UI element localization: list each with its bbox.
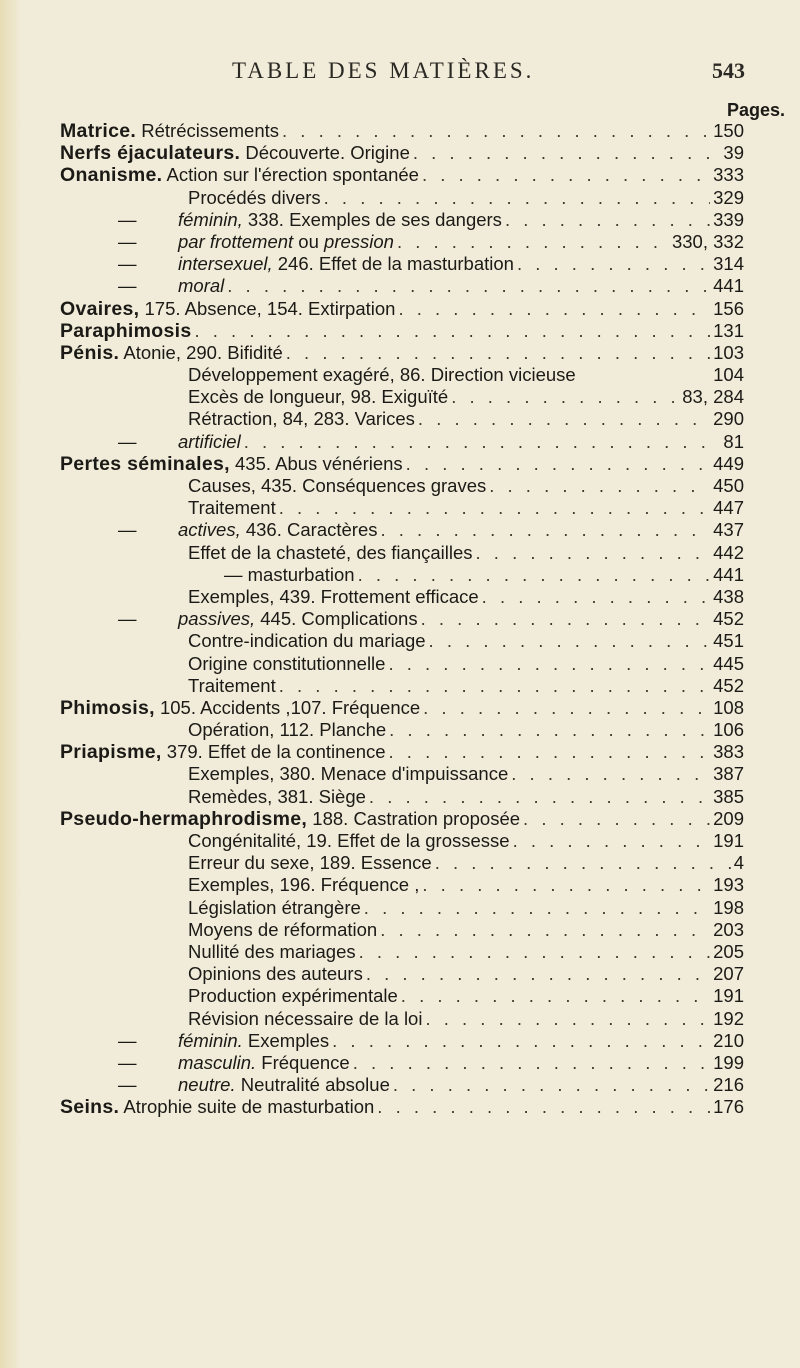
toc-entry [60, 697, 744, 719]
entry-text [60, 697, 420, 719]
dot-leader [505, 209, 710, 231]
entry-description: 175. Absence, 154. Extirpation [139, 297, 396, 319]
entry-text [60, 453, 403, 475]
entry-text [114, 519, 377, 541]
dot-leader [366, 963, 710, 985]
entry-page-number: 176 [713, 1096, 744, 1118]
entry-dash: — [118, 208, 137, 230]
toc-entry [60, 830, 744, 852]
entry-description: Action sur l'érection spontanée [162, 164, 419, 186]
entry-heading: Pseudo-hermaphrodisme, [60, 807, 308, 830]
toc-entry [60, 808, 744, 830]
toc-entry [60, 231, 744, 253]
entry-subheading: moral [178, 275, 225, 297]
entry-description: 379. Effet de la continence [161, 741, 386, 763]
page-number: 543 [712, 58, 745, 83]
entry-text [188, 630, 426, 652]
entry-text [188, 187, 321, 209]
entry-page-number: 445 [713, 652, 744, 674]
entry-dash: — [118, 1051, 137, 1073]
dot-leader [401, 985, 710, 1007]
entry-heading: Nerfs éjaculateurs. [60, 142, 241, 165]
entry-description: Développement exagéré, 86. Direction vicieuse [188, 364, 576, 386]
entry-text [188, 386, 448, 408]
entry-page-number: 330, 332 [671, 230, 744, 252]
entry-description: Rétrécissements [136, 120, 280, 141]
entry-subheading: pression [324, 230, 394, 252]
entry-subheading: par frottement [178, 230, 294, 252]
toc-entry [60, 941, 744, 963]
entry-text [114, 231, 394, 253]
entry-subheading: passives, [178, 608, 256, 630]
entry-dash: — [118, 519, 137, 541]
dot-leader [418, 408, 710, 430]
entry-page-number: 131 [713, 319, 744, 341]
entry-page-number: 156 [713, 297, 744, 319]
entry-dash: — [118, 275, 137, 297]
entry-text [188, 675, 276, 697]
entry-text [114, 608, 418, 630]
entry-text [114, 1052, 350, 1074]
entry-text [114, 431, 241, 453]
entry-heading: Pénis. [60, 341, 120, 364]
dot-leader [511, 763, 710, 785]
toc-entry [60, 653, 744, 675]
entry-text [60, 164, 419, 186]
toc-entry [60, 763, 744, 785]
dot-leader [324, 187, 710, 209]
pages-column-label: Pages. [727, 100, 786, 120]
entry-text [188, 586, 479, 608]
entry-description: Erreur du sexe, 189. Essence [188, 852, 432, 874]
toc-entry [60, 564, 744, 586]
entry-description: 338. Exemples de ses dangers [242, 208, 502, 230]
entry-page-number: 191 [713, 985, 744, 1007]
dot-leader [425, 1008, 710, 1030]
entry-subheading: actives, [178, 519, 241, 541]
page-edge [0, 0, 22, 1368]
toc-entry [60, 719, 744, 741]
entry-description: 246. Effet de la masturbation [272, 253, 514, 275]
dot-leader [194, 320, 710, 342]
toc-entry [60, 431, 744, 453]
entry-heading: Paraphimosis [60, 319, 192, 342]
entry-page-number: 387 [713, 763, 744, 785]
entry-page-number: 39 [723, 142, 744, 164]
dot-leader [359, 941, 711, 963]
dot-leader [279, 675, 710, 697]
entry-description: Causes, 435. Conséquences graves [188, 475, 487, 496]
entry-subheading: artificiel [178, 430, 241, 452]
entry-page-number: 103 [713, 341, 744, 363]
entry-text [188, 1008, 422, 1030]
entry-page-number: 452 [713, 608, 744, 630]
entry-page-number: 290 [713, 408, 744, 430]
entry-description: Législation étrangère [188, 896, 361, 918]
dot-leader [482, 586, 710, 608]
entry-description: Traitement [188, 497, 276, 519]
dot-leader [421, 608, 711, 630]
entry-description: Révision nécessaire de la loi [188, 1007, 423, 1029]
page-title: TABLE DES MATIÈRES. [232, 58, 535, 83]
toc-entry [60, 542, 744, 564]
dot-leader [489, 475, 710, 497]
entry-page-number: 449 [713, 452, 744, 474]
dot-leader [389, 741, 711, 763]
entry-page-number: 441 [713, 275, 744, 297]
entry-description: Traitement [188, 674, 276, 696]
dot-leader [398, 298, 710, 320]
toc-entry [60, 298, 744, 320]
entry-page-number: 104 [713, 364, 744, 386]
entry-page-number: 4 [733, 852, 744, 874]
toc-entry [60, 386, 744, 408]
toc-entry [60, 586, 744, 608]
entry-description: ou [293, 230, 325, 252]
toc-entry [60, 630, 744, 652]
entry-page-number: 193 [713, 874, 744, 896]
toc-entry [60, 253, 744, 275]
entry-text [188, 919, 377, 941]
entry-page-number: 329 [713, 186, 744, 208]
dot-leader [380, 519, 710, 541]
entry-description: Opération, 112. Planche [188, 719, 387, 741]
entry-description: Excès de longueur, 98. Exiguïté [188, 386, 449, 408]
dot-leader [429, 630, 711, 652]
entry-text [114, 1074, 390, 1096]
entry-description: Congénitalité, 19. Effet de la grossesse [188, 830, 510, 851]
entry-text [188, 874, 419, 896]
entry-description: Exemples, 439. Frottement efficace [188, 585, 479, 607]
toc-entry [60, 985, 744, 1007]
entry-description: Découverte. Origine [240, 142, 410, 164]
dot-leader [451, 386, 679, 408]
entry-page-number: 205 [713, 940, 744, 962]
dot-leader [369, 786, 710, 808]
entry-page-number: 83, 284 [682, 386, 744, 408]
entry-description: Rétraction, 84, 283. Varices [188, 408, 415, 430]
entry-text [188, 963, 363, 985]
entry-description: Effet de la chasteté, des fiançailles [188, 541, 473, 563]
dot-leader [435, 852, 731, 874]
dot-leader [380, 919, 710, 941]
toc-entry [60, 1096, 744, 1118]
entry-page-number: 450 [713, 475, 744, 496]
entry-description: Exemples, 380. Menace d'impuissance [188, 763, 509, 785]
entry-description: 188. Castration proposée [307, 807, 521, 829]
toc-entry [60, 741, 744, 763]
toc-entry [60, 120, 744, 142]
entry-page-number: 150 [713, 120, 744, 141]
entry-page-number: 333 [713, 164, 744, 186]
entry-description: Exemples, 196. Fréquence , [188, 874, 420, 896]
dot-leader [244, 431, 721, 453]
toc-entry [60, 320, 744, 342]
entry-subheading: féminin. [178, 1029, 243, 1051]
dot-leader [388, 653, 710, 675]
toc-entry [60, 408, 744, 430]
entry-text [188, 719, 386, 741]
entry-text [114, 209, 502, 231]
dot-leader [517, 253, 710, 275]
dot-leader [353, 1052, 710, 1074]
entry-text [188, 653, 385, 675]
toc-entries [60, 120, 744, 1118]
dot-leader [286, 342, 710, 364]
entry-dash: — [118, 1029, 137, 1051]
entry-description: Fréquence [256, 1051, 350, 1073]
dot-leader [332, 1030, 710, 1052]
entry-text [188, 763, 508, 785]
entry-heading: Ovaires, [60, 297, 140, 320]
entry-heading: Phimosis, [60, 696, 155, 719]
entry-text [188, 852, 432, 874]
entry-description: Moyens de réformation [188, 918, 378, 940]
entry-text [188, 985, 398, 1007]
entry-dash: — [118, 608, 137, 630]
entry-page-number: 207 [713, 963, 744, 985]
entry-page-number: 203 [713, 918, 744, 940]
entry-dash: — [118, 1074, 137, 1096]
toc-entry [60, 675, 744, 697]
entry-text [188, 497, 276, 519]
entry-dash: — [118, 230, 137, 252]
entry-subheading: neutre. [178, 1074, 236, 1096]
entry-page-number: 216 [713, 1074, 744, 1096]
toc-entry [60, 187, 744, 209]
toc-entry [60, 519, 744, 541]
toc-entry [60, 475, 744, 497]
dot-leader [393, 1074, 710, 1096]
toc-entry [60, 364, 744, 386]
entry-page-number: 441 [713, 563, 744, 585]
entry-text [188, 408, 415, 430]
entry-heading: Matrice. [60, 120, 137, 142]
entry-text [60, 120, 279, 142]
entry-text [188, 475, 486, 497]
entry-text [60, 320, 191, 342]
dot-leader [377, 1096, 710, 1118]
entry-dash: — [118, 430, 137, 452]
entry-description: 105. Accidents ,107. Fréquence [154, 696, 421, 718]
entry-description: 435. Abus vénériens [229, 452, 403, 474]
entry-text [60, 1096, 374, 1118]
toc-entry [60, 786, 744, 808]
dot-leader [422, 164, 710, 186]
entry-description: Exemples [242, 1029, 330, 1051]
entry-heading: Priapisme, [60, 741, 162, 764]
toc-entry [60, 453, 744, 475]
entry-page-number: 447 [713, 497, 744, 519]
entry-page-number: 210 [713, 1029, 744, 1051]
toc-entry [60, 342, 744, 364]
toc-entry [60, 209, 744, 231]
dot-leader [227, 275, 710, 297]
entry-subheading: intersexuel, [178, 253, 273, 275]
toc-entry [60, 897, 744, 919]
entry-page-number: 385 [713, 785, 744, 807]
entry-page-number: 438 [713, 585, 744, 607]
entry-description: Procédés divers [188, 186, 321, 208]
entry-text [188, 786, 366, 808]
toc-entry [60, 164, 744, 186]
entry-description: Remèdes, 381. Siège [188, 785, 366, 807]
entry-heading: Pertes séminales, [60, 452, 230, 475]
dot-leader [282, 120, 710, 142]
entry-page-number: 199 [713, 1051, 744, 1073]
entry-description: Atonie, 290. Bifidité [119, 341, 283, 363]
entry-text [60, 142, 410, 164]
toc-entry [60, 1074, 744, 1096]
toc-entry [60, 608, 744, 630]
dot-leader [513, 830, 711, 852]
entry-description: Neutralité absolue [235, 1074, 390, 1096]
entry-description: Nullité des mariages [188, 940, 356, 962]
entry-page-number: 452 [713, 674, 744, 696]
toc-entry [60, 275, 744, 297]
entry-description: 436. Caractères [240, 519, 378, 541]
toc-entry [60, 874, 744, 896]
entry-text [114, 253, 514, 275]
toc-entry [60, 963, 744, 985]
entry-description: Production expérimentale [188, 985, 398, 1007]
entry-description: 445. Complications [255, 608, 418, 630]
entry-page-number: 198 [713, 896, 744, 918]
entry-subheading: féminin, [178, 208, 243, 230]
entry-heading: Onanisme. [60, 164, 163, 187]
entry-text [188, 830, 510, 852]
entry-description: Opinions des auteurs [188, 963, 363, 985]
entry-text [60, 298, 395, 320]
entry-page-number: 437 [713, 519, 744, 541]
entry-page-number: 383 [713, 741, 744, 763]
entry-page-number: 314 [713, 253, 744, 275]
entry-text [60, 741, 386, 763]
toc-entry [60, 919, 744, 941]
dot-leader [523, 808, 710, 830]
entry-page-number: 339 [713, 208, 744, 230]
entry-text [60, 808, 520, 830]
entry-text [188, 897, 361, 919]
entry-text [224, 564, 355, 586]
toc-entry [60, 1052, 744, 1074]
dot-leader [358, 564, 711, 586]
entry-page-number: 192 [713, 1007, 744, 1029]
entry-page-number: 106 [713, 719, 744, 741]
entry-description: Origine constitutionnelle [188, 652, 386, 674]
dot-leader [406, 453, 710, 475]
entry-description: — masturbation [224, 563, 355, 585]
entry-text [188, 364, 576, 386]
entry-page-number: 442 [713, 541, 744, 563]
entry-text [60, 342, 283, 364]
dot-leader [364, 897, 710, 919]
dot-leader [422, 874, 710, 896]
page-header [0, 58, 800, 88]
dot-leader [389, 719, 710, 741]
dot-leader [423, 697, 710, 719]
entry-page-number: 191 [713, 830, 744, 851]
entry-text [114, 275, 224, 297]
toc-entry [60, 497, 744, 519]
entry-page-number: 451 [713, 630, 744, 652]
entry-dash: — [118, 253, 137, 275]
entry-description: Contre-indication du mariage [188, 630, 426, 652]
dot-leader [279, 497, 710, 519]
dot-leader [476, 542, 711, 564]
toc-entry [60, 1008, 744, 1030]
toc-entry [60, 142, 744, 164]
dot-leader [413, 142, 721, 164]
entry-heading: Seins. [60, 1096, 120, 1119]
entry-page-number: 108 [713, 696, 744, 718]
entry-page-number: 209 [713, 807, 744, 829]
entry-page-number: 81 [723, 430, 744, 452]
entry-text [114, 1030, 329, 1052]
entry-subheading: masculin. [178, 1051, 257, 1073]
entry-text [188, 542, 473, 564]
entry-description: Atrophie suite de masturbation [119, 1096, 375, 1118]
toc-entry [60, 1030, 744, 1052]
toc-entry [60, 852, 744, 874]
entry-text [188, 941, 356, 963]
dot-leader [397, 231, 669, 253]
